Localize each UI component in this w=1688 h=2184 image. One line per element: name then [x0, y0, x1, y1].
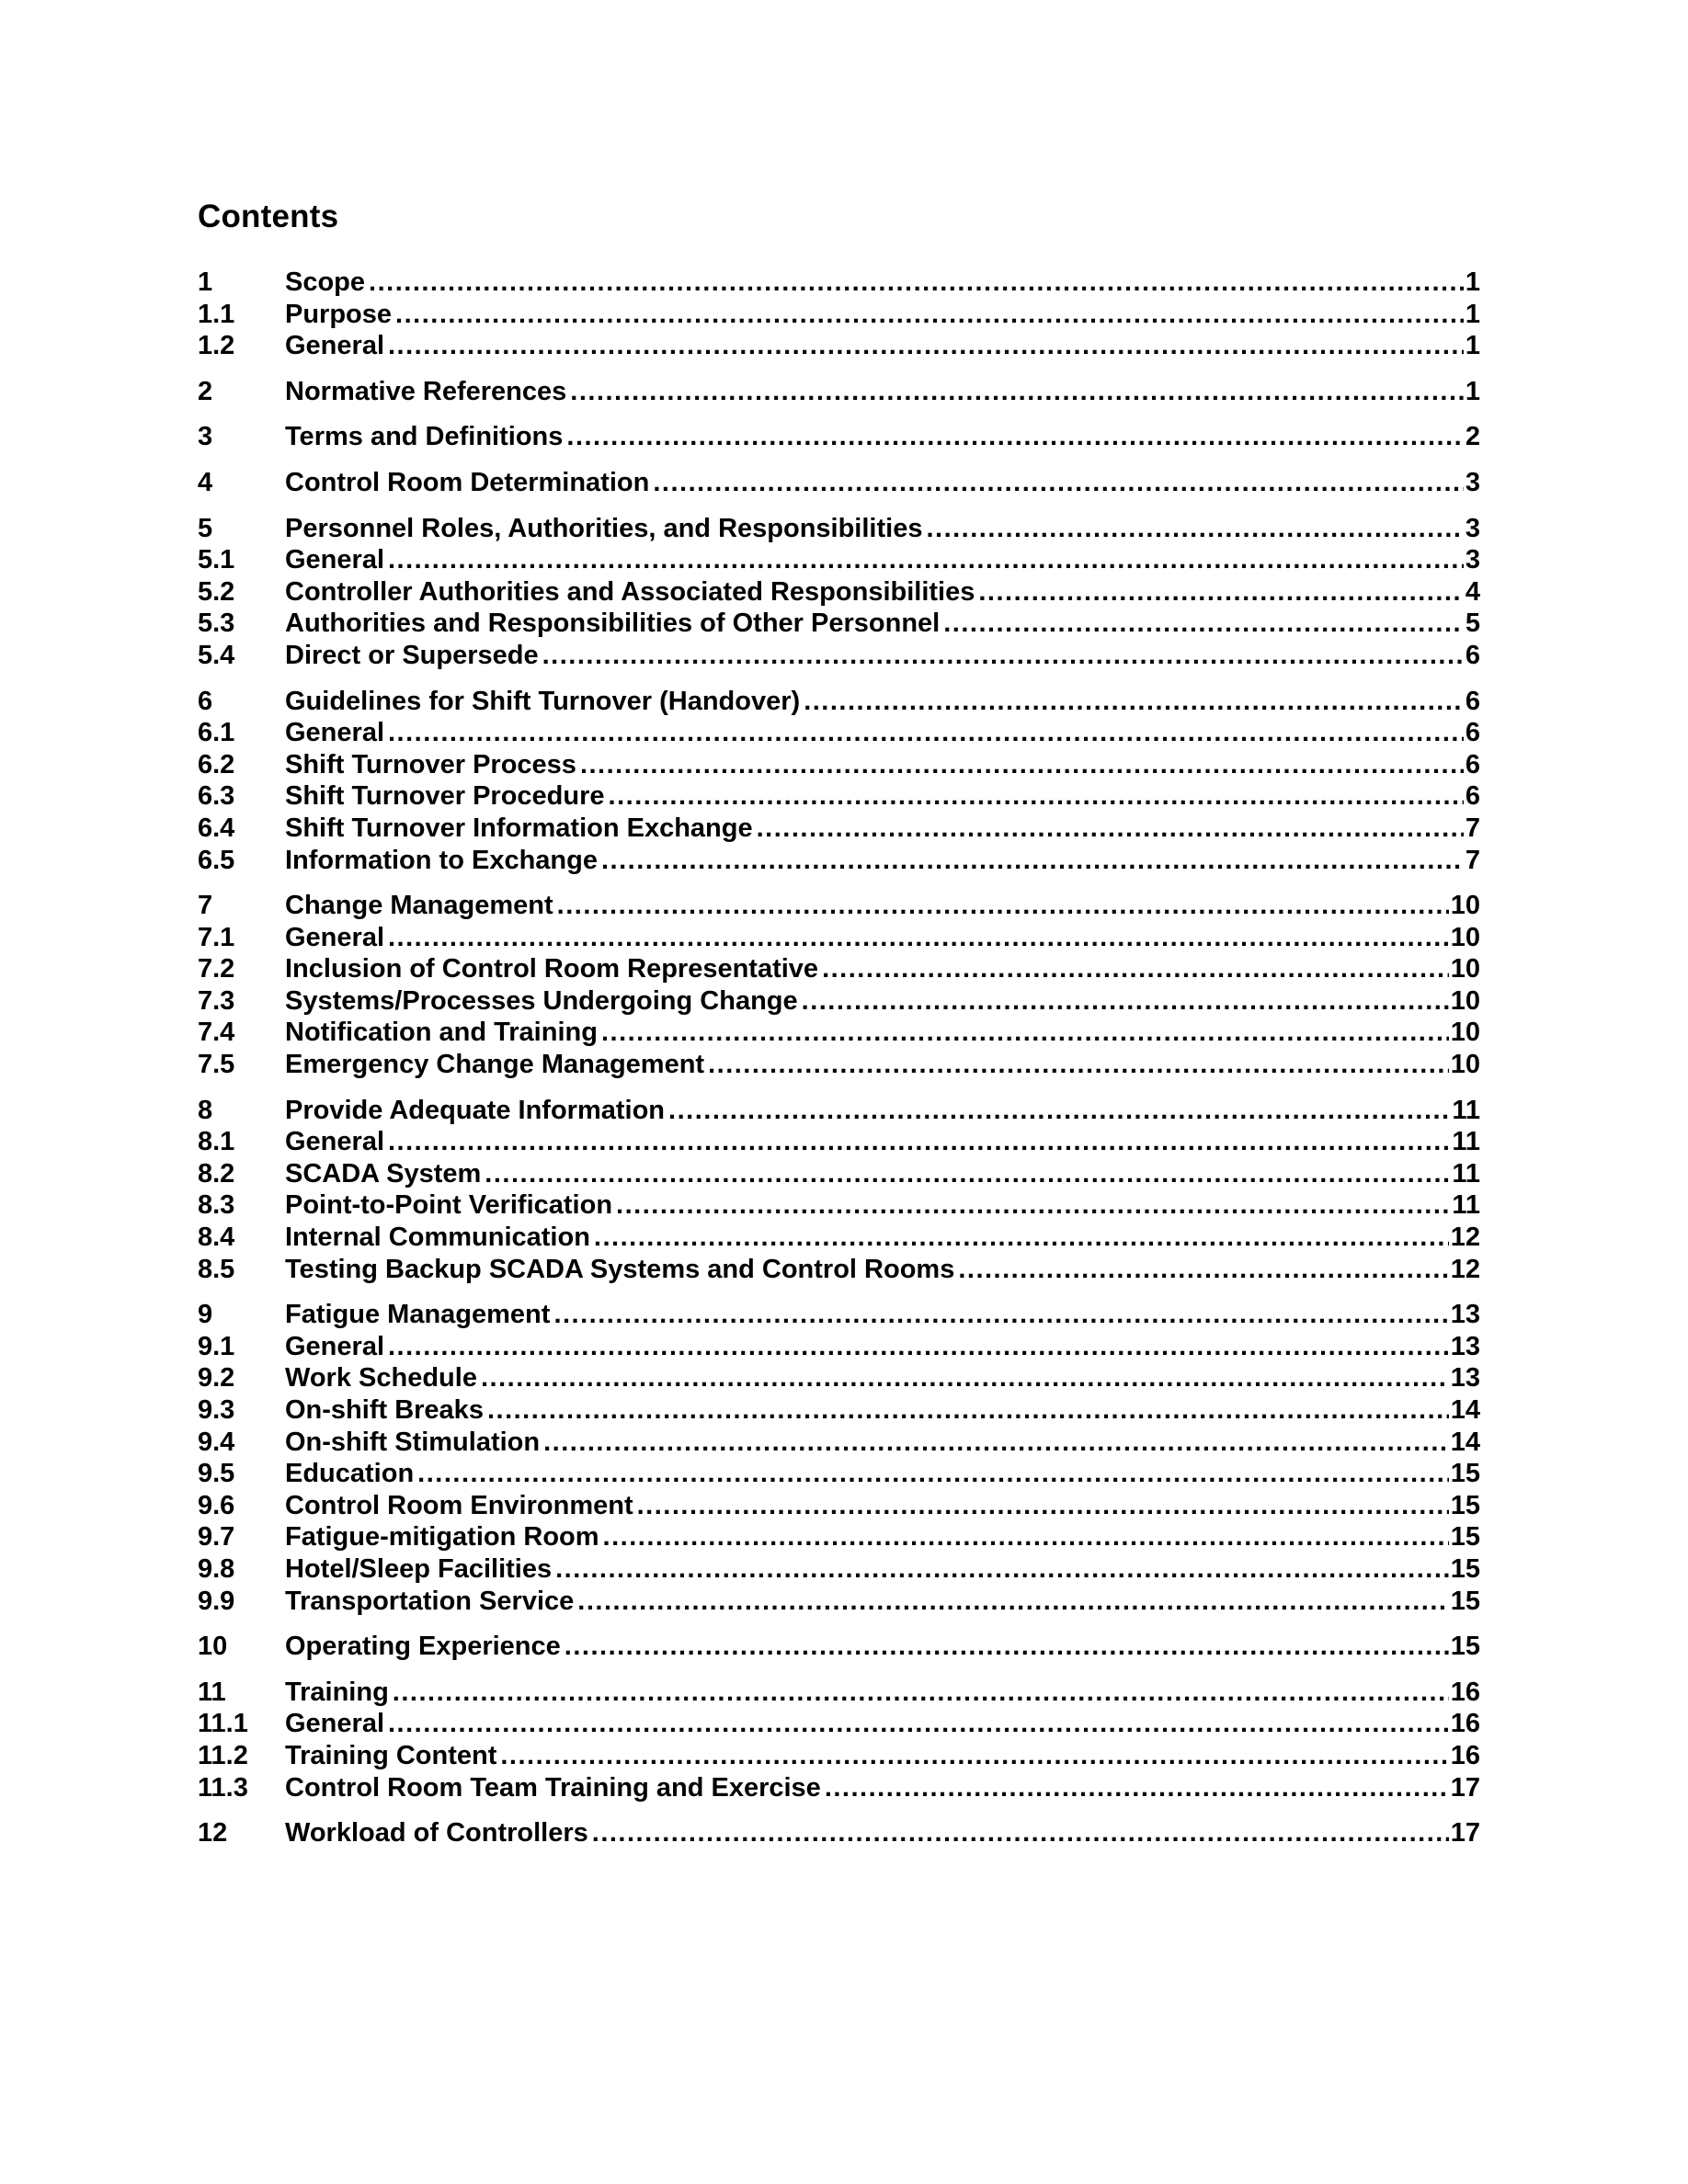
toc-section-group — [198, 1817, 1480, 1849]
toc-entry[interactable] — [198, 1095, 1480, 1127]
toc-entry-title: Education — [285, 1459, 415, 1489]
toc-entry-number: 5.4 — [198, 640, 235, 670]
toc-entry[interactable] — [198, 717, 1480, 749]
dot-leader — [926, 513, 1463, 545]
toc-entry-page-number: 1 — [1465, 299, 1480, 329]
dot-leader — [557, 890, 1449, 922]
dot-leader — [555, 1553, 1449, 1586]
toc-entry[interactable] — [198, 576, 1480, 609]
toc-entry[interactable] — [198, 1631, 1480, 1663]
toc-entry-number: 9.1 — [198, 1331, 235, 1361]
dot-leader — [542, 640, 1464, 672]
dot-leader — [417, 1458, 1449, 1490]
toc-entry-page-number: 10 — [1450, 985, 1480, 1016]
toc-entry-number: 6.3 — [198, 781, 235, 812]
toc-entry-page-number: 6 — [1465, 640, 1480, 670]
toc-section-group — [198, 686, 1480, 877]
dot-leader — [388, 544, 1464, 576]
toc-entry[interactable] — [198, 845, 1480, 877]
toc-entry-title: Authorities and Responsibilities of Other Personnel — [285, 609, 941, 639]
toc-entry-number: 1 — [198, 267, 213, 297]
toc-entry[interactable] — [198, 299, 1480, 331]
toc-entry-number: 7.2 — [198, 954, 235, 984]
dot-leader — [757, 813, 1464, 845]
dot-leader — [668, 1095, 1450, 1127]
toc-entry-page-number: 3 — [1465, 545, 1480, 575]
toc-entry[interactable] — [198, 1677, 1480, 1709]
toc-entry-title: Controller Authorities and Associated Responsibilities — [285, 576, 975, 607]
toc-entry[interactable] — [198, 421, 1480, 453]
dot-leader — [565, 1631, 1449, 1663]
toc-entry-title: General — [285, 1127, 384, 1157]
toc-section-group — [198, 467, 1480, 499]
toc-entry-title: Direct or Supersede — [285, 640, 539, 670]
dot-leader — [653, 467, 1464, 499]
toc-entry[interactable] — [198, 813, 1480, 845]
toc-entry[interactable] — [198, 1222, 1480, 1254]
toc-entry[interactable] — [198, 608, 1480, 640]
toc-entry-title: Emergency Change Management — [285, 1050, 705, 1080]
toc-entry-title: General — [285, 1331, 384, 1361]
toc-entry[interactable] — [198, 376, 1480, 408]
toc-entry-title: Information to Exchange — [285, 845, 598, 875]
dot-leader — [577, 1586, 1448, 1618]
dot-leader — [804, 686, 1464, 718]
dot-leader — [570, 376, 1464, 408]
toc-entry-title: Provide Adequate Information — [285, 1095, 666, 1125]
dot-leader — [802, 985, 1449, 1018]
toc-entry-page-number: 16 — [1450, 1740, 1480, 1770]
toc-entry-number: 7.3 — [198, 985, 235, 1016]
toc-entry-number: 3 — [198, 422, 213, 452]
toc-entry-title: Shift Turnover Procedure — [285, 781, 605, 812]
toc-section-group — [198, 421, 1480, 453]
toc-section-group — [198, 376, 1480, 408]
toc-entry-number: 9.2 — [198, 1363, 235, 1393]
dot-leader — [592, 1817, 1449, 1849]
toc-entry[interactable] — [198, 513, 1480, 545]
toc-entry-title: Guidelines for Shift Turnover (Handover) — [285, 686, 801, 716]
toc-entry-number: 4 — [198, 467, 213, 497]
toc-entry-number: 2 — [198, 376, 213, 406]
toc-entry-title: On-shift Breaks — [285, 1395, 484, 1425]
toc-entry-page-number: 1 — [1465, 331, 1480, 361]
toc-entry[interactable] — [198, 780, 1480, 813]
toc-entry-number: 1.1 — [198, 299, 235, 329]
toc-entry-number: 5.3 — [198, 609, 235, 639]
toc-entry-title: Inclusion of Control Room Representative — [285, 954, 819, 984]
toc-entry-page-number: 3 — [1465, 467, 1480, 497]
toc-entry-number: 9.5 — [198, 1459, 235, 1489]
toc-entry-number: 6.4 — [198, 813, 235, 843]
toc-entry-page-number: 10 — [1450, 1050, 1480, 1080]
toc-section-group — [198, 267, 1480, 362]
toc-entry-number: 8 — [198, 1095, 213, 1125]
toc-entry-page-number: 4 — [1465, 576, 1480, 607]
dot-leader — [553, 1299, 1448, 1331]
toc-section-group — [198, 1631, 1480, 1663]
dot-leader — [958, 1254, 1448, 1286]
toc-entry[interactable] — [198, 1299, 1480, 1331]
toc-entry-number: 8.5 — [198, 1254, 235, 1284]
toc-entry-number: 6.2 — [198, 749, 235, 779]
toc-entry-title: Control Room Team Training and Exercise — [285, 1772, 821, 1803]
toc-entry[interactable] — [198, 922, 1480, 954]
dot-leader — [566, 421, 1463, 453]
toc-entry-page-number: 17 — [1450, 1772, 1480, 1803]
toc-entry-page-number: 1 — [1465, 376, 1480, 406]
contents-heading: Contents — [198, 199, 339, 234]
toc-entry-page-number: 11 — [1452, 1190, 1480, 1221]
toc-entry[interactable] — [198, 640, 1480, 672]
dot-leader — [500, 1740, 1448, 1772]
dot-leader — [603, 1521, 1449, 1553]
toc-entry[interactable] — [198, 1817, 1480, 1849]
toc-entry[interactable] — [198, 1458, 1480, 1490]
toc-entry-number: 11 — [198, 1677, 226, 1707]
toc-entry-number: 11.3 — [198, 1772, 248, 1803]
dot-leader — [395, 299, 1464, 331]
toc-entry-number: 6 — [198, 686, 213, 716]
toc-entry[interactable] — [198, 1586, 1480, 1618]
toc-entry[interactable] — [198, 1708, 1480, 1740]
toc-section-group — [198, 1095, 1480, 1286]
toc-entry-title: Training — [285, 1677, 389, 1707]
toc-section-group — [198, 1299, 1480, 1617]
toc-entry[interactable] — [198, 1427, 1480, 1459]
toc-entry[interactable] — [198, 1331, 1480, 1363]
toc-entry[interactable] — [198, 467, 1480, 499]
toc-entry[interactable] — [198, 1254, 1480, 1286]
toc-entry-page-number: 1 — [1465, 267, 1480, 297]
toc-entry[interactable] — [198, 1362, 1480, 1394]
toc-entry-title: General — [285, 545, 384, 575]
table-of-contents — [198, 267, 1480, 1863]
dot-leader — [580, 749, 1464, 781]
toc-entry[interactable] — [198, 267, 1480, 299]
toc-entry-number: 8.1 — [198, 1127, 235, 1157]
toc-entry-number: 9 — [198, 1300, 213, 1330]
toc-entry-title: General — [285, 331, 384, 361]
toc-entry-number: 6.5 — [198, 845, 235, 875]
toc-entry-title: Systems/Processes Undergoing Change — [285, 985, 798, 1016]
dot-leader — [388, 1331, 1449, 1363]
toc-entry-page-number: 12 — [1450, 1223, 1480, 1253]
toc-entry-title: Fatigue Management — [285, 1300, 551, 1330]
toc-entry-title: Fatigue-mitigation Room — [285, 1522, 599, 1553]
toc-entry-number: 8.3 — [198, 1190, 235, 1221]
toc-entry-page-number: 11 — [1452, 1127, 1480, 1157]
toc-entry-title: Point-to-Point Verification — [285, 1190, 613, 1221]
dot-leader — [616, 1189, 1450, 1222]
toc-entry-page-number: 15 — [1450, 1490, 1480, 1520]
toc-entry-title: Testing Backup SCADA Systems and Control Rooms — [285, 1254, 955, 1284]
toc-entry-page-number: 14 — [1450, 1427, 1480, 1457]
dot-leader — [708, 1049, 1449, 1081]
dot-leader — [637, 1490, 1449, 1522]
toc-entry-title: Workload of Controllers — [285, 1818, 588, 1848]
toc-entry-number: 6.1 — [198, 718, 235, 748]
toc-entry-number: 11.1 — [198, 1709, 248, 1739]
toc-entry-page-number: 13 — [1450, 1331, 1480, 1361]
toc-entry-page-number: 2 — [1465, 422, 1480, 452]
dot-leader — [393, 1677, 1449, 1709]
toc-section-group — [198, 513, 1480, 672]
toc-entry-page-number: 13 — [1450, 1300, 1480, 1330]
toc-entry-title: General — [285, 922, 384, 952]
toc-entry-number: 9.9 — [198, 1586, 235, 1616]
toc-entry-number: 9.6 — [198, 1490, 235, 1520]
toc-entry-title: General — [285, 1709, 384, 1739]
toc-entry-page-number: 6 — [1465, 749, 1480, 779]
toc-entry-title: Shift Turnover Process — [285, 749, 576, 779]
toc-entry-number: 9.4 — [198, 1427, 235, 1457]
toc-entry-title: Control Room Determination — [285, 467, 650, 497]
toc-entry[interactable] — [198, 749, 1480, 781]
toc-entry[interactable] — [198, 1553, 1480, 1586]
toc-entry-page-number: 15 — [1450, 1553, 1480, 1584]
toc-entry-number: 5.1 — [198, 545, 235, 575]
toc-entry-title: Personnel Roles, Authorities, and Responsibilities — [285, 513, 923, 543]
dot-leader — [481, 1362, 1449, 1394]
toc-entry-page-number: 16 — [1450, 1677, 1480, 1707]
toc-entry-page-number: 10 — [1450, 891, 1480, 921]
toc-entry-title: On-shift Stimulation — [285, 1427, 541, 1457]
toc-entry[interactable] — [198, 953, 1480, 985]
toc-entry-page-number: 17 — [1450, 1818, 1480, 1848]
toc-section-group — [198, 890, 1480, 1081]
toc-entry[interactable] — [198, 1126, 1480, 1158]
toc-entry-title: Transportation Service — [285, 1586, 575, 1616]
dot-leader — [388, 922, 1449, 954]
toc-entry-number: 11.2 — [198, 1740, 248, 1770]
toc-entry[interactable] — [198, 330, 1480, 362]
toc-entry-page-number: 10 — [1450, 1018, 1480, 1048]
toc-entry-title: Shift Turnover Information Exchange — [285, 813, 753, 843]
toc-entry-number: 9.7 — [198, 1522, 235, 1553]
toc-entry-title: General — [285, 718, 384, 748]
toc-entry-title: Internal Communication — [285, 1223, 590, 1253]
toc-entry[interactable] — [198, 1740, 1480, 1772]
dot-leader — [543, 1427, 1449, 1459]
toc-entry-title: Notification and Training — [285, 1018, 598, 1048]
toc-entry[interactable] — [198, 686, 1480, 718]
toc-entry-number: 12 — [198, 1818, 228, 1848]
toc-entry-page-number: 11 — [1452, 1095, 1480, 1125]
dot-leader — [487, 1394, 1449, 1427]
toc-entry[interactable] — [198, 1394, 1480, 1427]
toc-entry-title: Hotel/Sleep Facilities — [285, 1553, 553, 1584]
dot-leader — [943, 608, 1464, 640]
toc-entry-number: 7.1 — [198, 922, 235, 952]
toc-entry[interactable] — [198, 890, 1480, 922]
toc-entry-page-number: 16 — [1450, 1709, 1480, 1739]
toc-entry-number: 5 — [198, 513, 213, 543]
toc-entry-page-number: 13 — [1450, 1363, 1480, 1393]
toc-entry-page-number: 6 — [1465, 686, 1480, 716]
toc-entry-title: Terms and Definitions — [285, 422, 564, 452]
toc-entry-page-number: 11 — [1452, 1158, 1480, 1189]
dot-leader — [609, 780, 1464, 813]
dot-leader — [388, 1126, 1450, 1158]
toc-entry-page-number: 6 — [1465, 718, 1480, 748]
dot-leader — [485, 1158, 1450, 1190]
toc-entry-title: Scope — [285, 267, 366, 297]
toc-entry-page-number: 10 — [1450, 922, 1480, 952]
toc-entry-page-number: 6 — [1465, 781, 1480, 812]
toc-entry-title: Purpose — [285, 299, 393, 329]
toc-entry-title: SCADA System — [285, 1158, 482, 1189]
toc-entry-number: 8.4 — [198, 1223, 235, 1253]
toc-entry-page-number: 7 — [1465, 845, 1480, 875]
toc-entry-page-number: 15 — [1450, 1459, 1480, 1489]
toc-entry-title: Normative References — [285, 376, 567, 406]
toc-entry-page-number: 12 — [1450, 1254, 1480, 1284]
toc-entry[interactable] — [198, 1521, 1480, 1553]
toc-entry-title: Change Management — [285, 891, 553, 921]
dot-leader — [594, 1222, 1449, 1254]
toc-entry[interactable] — [198, 1049, 1480, 1081]
toc-entry-page-number: 3 — [1465, 513, 1480, 543]
toc-entry-title: Operating Experience — [285, 1632, 561, 1662]
dot-leader — [388, 717, 1464, 749]
toc-entry[interactable] — [198, 1490, 1480, 1522]
toc-entry-page-number: 15 — [1450, 1586, 1480, 1616]
toc-entry-number: 5.2 — [198, 576, 235, 607]
dot-leader — [825, 1772, 1449, 1804]
toc-entry-title: Control Room Environment — [285, 1490, 633, 1520]
toc-entry-number: 9.3 — [198, 1395, 235, 1425]
toc-entry-number: 8.2 — [198, 1158, 235, 1189]
toc-entry-title: Work Schedule — [285, 1363, 477, 1393]
toc-entry-page-number: 10 — [1450, 954, 1480, 984]
toc-entry-number: 1.2 — [198, 331, 235, 361]
toc-entry-number: 9.8 — [198, 1553, 235, 1584]
dot-leader — [601, 1017, 1449, 1049]
toc-entry-page-number: 5 — [1465, 609, 1480, 639]
dot-leader — [369, 267, 1464, 299]
toc-entry[interactable] — [198, 1017, 1480, 1049]
dot-leader — [822, 953, 1449, 985]
toc-entry[interactable] — [198, 1189, 1480, 1222]
dot-leader — [388, 1708, 1449, 1740]
toc-entry[interactable] — [198, 544, 1480, 576]
toc-section-group — [198, 1677, 1480, 1803]
toc-entry-number: 7.5 — [198, 1050, 235, 1080]
dot-leader — [388, 330, 1464, 362]
dot-leader — [978, 576, 1463, 609]
toc-entry-page-number: 7 — [1465, 813, 1480, 843]
toc-entry-page-number: 15 — [1450, 1522, 1480, 1553]
toc-entry-number: 7 — [198, 891, 213, 921]
toc-entry[interactable] — [198, 1158, 1480, 1190]
toc-entry-page-number: 15 — [1450, 1632, 1480, 1662]
toc-entry[interactable] — [198, 1772, 1480, 1804]
dot-leader — [601, 845, 1464, 877]
toc-entry-number: 10 — [198, 1632, 228, 1662]
toc-entry[interactable] — [198, 985, 1480, 1018]
toc-entry-page-number: 14 — [1450, 1395, 1480, 1425]
toc-entry-number: 7.4 — [198, 1018, 235, 1048]
toc-entry-title: Training Content — [285, 1740, 497, 1770]
